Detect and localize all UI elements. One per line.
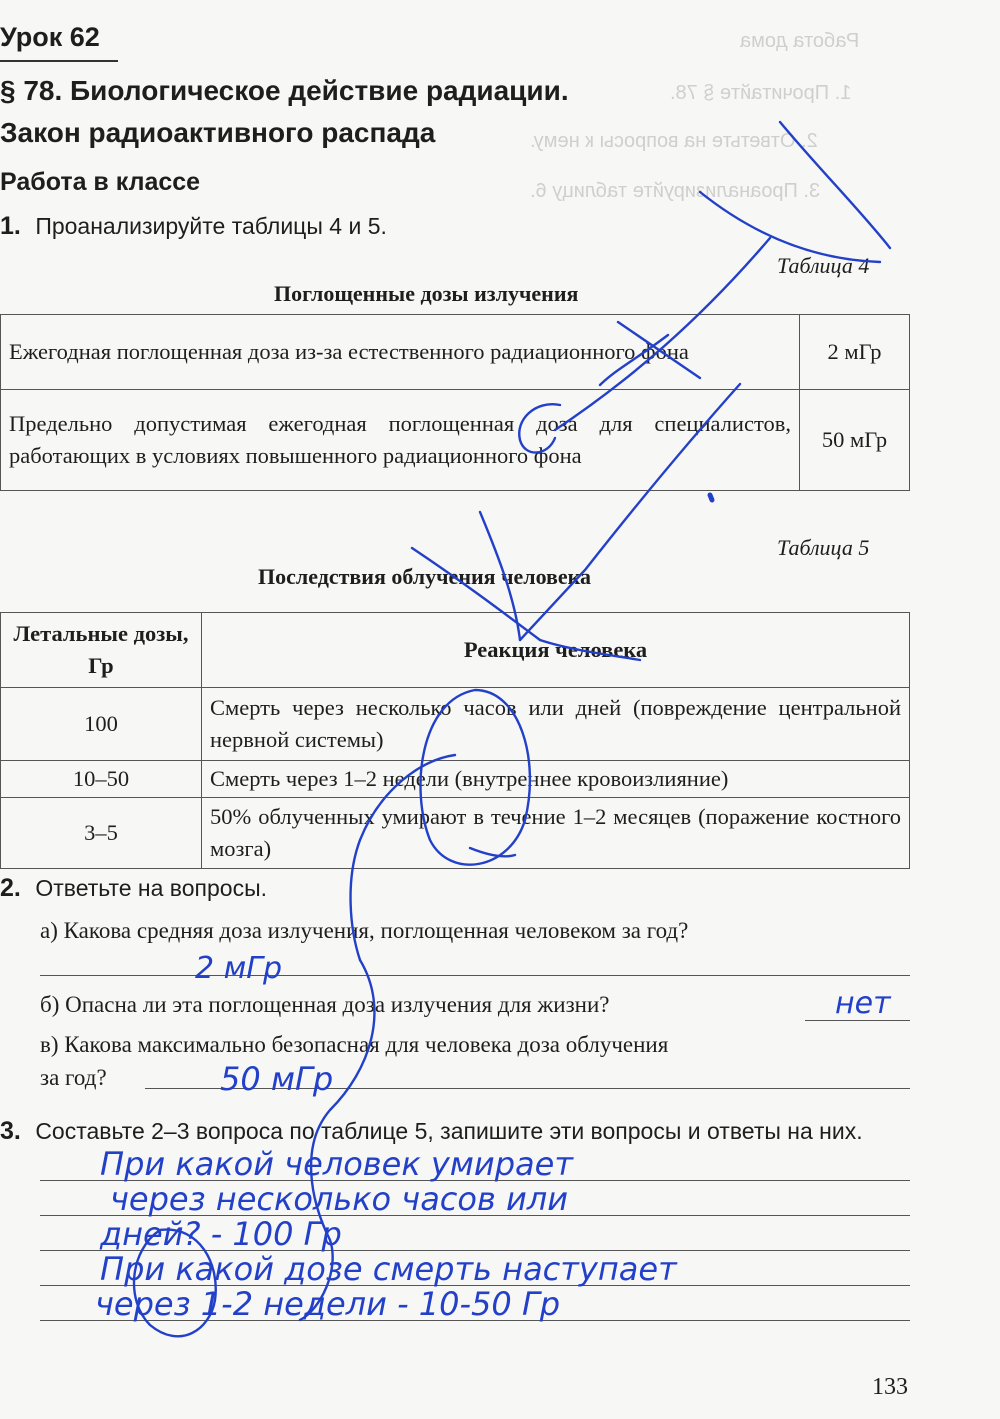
handwritten-answer-a: 2 мГр [195,951,283,986]
handwritten-answer-b: нет [835,986,891,1021]
lesson-label: Урок 62 [0,22,100,52]
handwritten-line: При какой человек умирает [100,1145,573,1183]
question-c-line-2: за год? [40,1065,107,1090]
table-5-header-dose: Летальные дозы, Гр [1,613,202,688]
task-2-number: 2. [0,874,21,902]
paragraph-title [0,70,569,154]
table-5-reaction: Смерть через 1–2 недели (внутреннее кровоизлияние) [202,761,910,798]
bleed-through-text: 1. Прочитайте § 78. [670,82,852,104]
table-4-desc: Ежегодная поглощенная доза из-за естественного радиационного фона [1,315,800,390]
table-4 [0,314,910,491]
answer-line-c[interactable] [145,1088,910,1089]
lesson-underline [0,60,118,62]
table-5-dose: 10–50 [1,761,202,798]
answer-line-b[interactable] [805,1020,910,1021]
table-5-caption: Таблица 5 [777,535,870,560]
task-1-text: Проанализируйте таблицы 4 и 5. [35,213,387,239]
question-c-line-1: в) Какова максимально безопасная для человека доза облучения [40,1032,669,1057]
table-row [1,761,910,798]
table-4-desc: Предельно допустимая ежегодная поглощенная доза для специалистов, работающих в условиях повышенного радиационного фона [1,390,800,491]
answer-line-a[interactable] [40,975,910,976]
task-3-text: Составьте 2–3 вопроса по таблице 5, запишите эти вопросы и ответы на них. [35,1118,863,1144]
paragraph-title-line-2: Закон радиоактивного распада [0,117,436,148]
table-5-dose: 100 [1,688,202,761]
handwritten-line: При какой дозе смерть наступает [100,1250,677,1288]
table-4-value: 2 мГр [800,315,910,390]
pen-dot [710,495,712,500]
table-5 [0,612,910,869]
page-number: 133 [872,1374,908,1400]
section-heading: Работа в классе [0,168,201,196]
question-a: а) Какова средняя доза излучения, поглощенная человеком за год? [40,918,689,943]
bleed-through-text: 2. Ответьте на вопросы к нему. [530,130,818,152]
task-2 [0,874,267,903]
table-row [1,390,910,491]
answer-line[interactable] [40,1320,910,1321]
answer-line[interactable] [40,1250,910,1251]
handwritten-line: через 1-2 недели - 10-50 Гр [95,1285,561,1323]
paragraph-title-line-1: § 78. Биологическое действие радиации. [0,75,569,106]
table-5-dose: 3–5 [1,798,202,869]
table-row [1,688,910,761]
bleed-through-text: Работа дома [740,30,860,52]
table-row [1,315,910,390]
task-1 [0,212,387,241]
table-5-reaction: Смерть через несколько часов или дней (повреждение центральной нервной системы) [202,688,910,761]
table-4-value: 50 мГр [800,390,910,491]
table-4-title: Поглощенные дозы излучения [274,281,579,306]
answer-line[interactable] [40,1285,910,1286]
task-1-number: 1. [0,212,21,240]
answer-line[interactable] [40,1180,910,1181]
task-3 [0,1117,863,1146]
table-5-title: Последствия облучения человека [258,564,592,589]
handwritten-line: через несколько часов или [110,1180,569,1218]
handwritten-line: дней? - 100 Гр [100,1215,342,1253]
table-5-reaction: 50% облученных умирают в течение 1–2 месяцев (поражение костного мозга) [202,798,910,869]
table-row [1,798,910,869]
task-3-number: 3. [0,1117,21,1145]
question-b: б) Опасна ли эта поглощенная доза излучения для жизни? [40,992,610,1017]
bleed-through-text: 3. Проанализируйте таблицу 6. [530,180,821,202]
handwritten-answer-c: 50 мГр [220,1060,334,1098]
task-2-text: Ответьте на вопросы. [35,875,267,901]
table-4-caption: Таблица 4 [777,253,870,278]
answer-line[interactable] [40,1215,910,1216]
table-header-row [1,613,910,688]
table-5-header-reaction: Реакция человека [202,613,910,688]
